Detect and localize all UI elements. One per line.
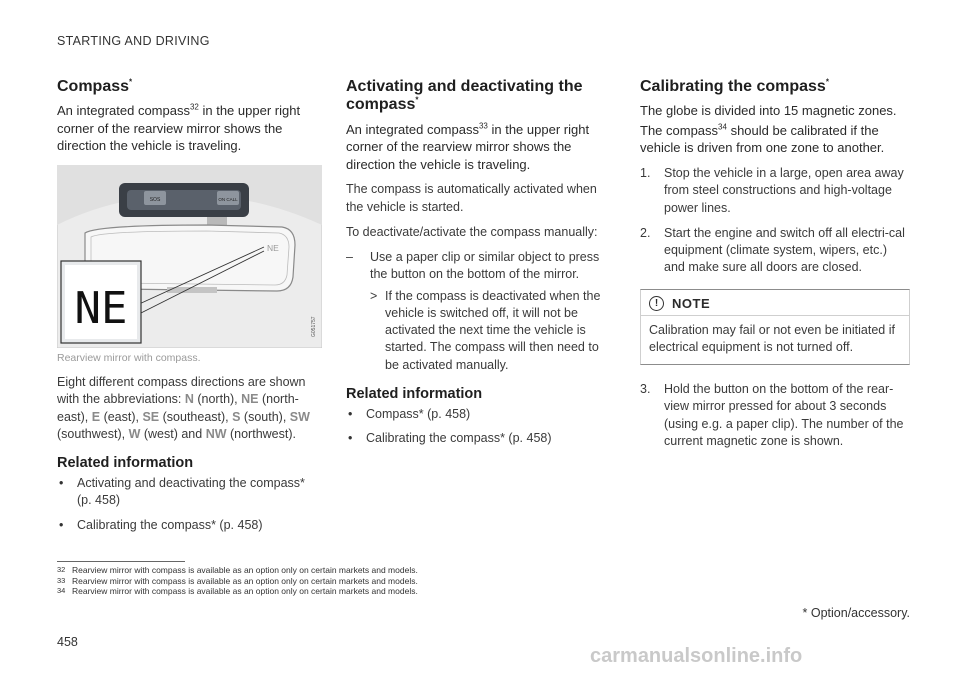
related-link[interactable]: • Activating and deactivating the compass* (p. 458) — [57, 475, 322, 510]
calibration-steps-continued — [640, 381, 910, 450]
note-header — [641, 290, 909, 316]
related-heading: Related information — [57, 455, 194, 472]
footnote: 33 Rearview mirror with compass is available as an option only on certain markets and models. — [57, 575, 418, 586]
calibration-steps — [640, 165, 910, 277]
footnote-divider — [57, 561, 185, 562]
column-calibrating — [640, 78, 910, 458]
related-link[interactable]: • Compass* (p. 458) — [346, 406, 611, 423]
lead-zones: The globe is divided into 15 magnetic zones. — [640, 103, 897, 119]
column-activating — [346, 78, 611, 454]
instruction-step: – Use a paper clip or similar object to press the button on the bottom of the mirror. > If the compass is deactivated when the vehicle is switched off, it will not be activated the next time the vehicle is started. The compass will then need to be activated manually. — [346, 249, 611, 374]
related-heading: Related information — [346, 385, 483, 402]
footnotes — [57, 565, 418, 597]
calibration-step: 3. Hold the button on the bottom of the rear-view mirror pressed for about 3 seconds (using e.g. a paper clip). The number of the current magnetic zone is shown. — [640, 382, 904, 448]
related-link[interactable]: • Calibrating the compass* (p. 458) — [346, 430, 611, 447]
heading-compass: Compass* — [57, 77, 133, 95]
heading-activating: Activating and deactivating the compass* — [346, 78, 583, 114]
footnote: 34 Rearview mirror with compass is available as an option only on certain markets and models. — [57, 586, 418, 597]
figure-code: G051757 — [311, 316, 317, 338]
mirror-figure — [57, 165, 322, 348]
manual-intro-text: To deactivate/activate the compass manually: — [346, 224, 598, 239]
note-title: NOTE — [672, 295, 711, 311]
note-box — [640, 289, 910, 366]
footnote-ref[interactable]: 34 — [718, 122, 727, 132]
oncall-button-label: ON CALL — [218, 197, 238, 203]
section-title: STARTING AND DRIVING — [57, 34, 210, 48]
related-link[interactable]: • Calibrating the compass* (p. 458) — [57, 517, 322, 534]
heading-calibrating: Calibrating the compass* — [640, 77, 829, 95]
dash-marker: – — [346, 250, 353, 265]
mirror-compass-readout: NE — [267, 243, 279, 254]
abbrev-paragraph: Eight different compass directions are shown with the abbreviations: N (north), NE (north-east), E (east), SE (southeast), S (south), SW (southwest), W (west) and NW (northwest). — [57, 375, 310, 441]
related-list — [57, 475, 322, 534]
info-icon: ! — [649, 296, 664, 311]
lead-compass: An integrated compass$^{32}$ in the upper right corner of the rearview mirror shows the direction the vehicle is traveling. — [57, 103, 301, 154]
note-body: Calibration may fail or not even be initiated if electrical equipment is not turned off. — [649, 322, 895, 354]
zoomed-compass-readout: NE — [74, 283, 128, 335]
related-list — [346, 406, 611, 448]
page-number: 458 — [57, 635, 78, 649]
instruction-list — [346, 249, 611, 374]
footnote-ref[interactable]: 33 — [478, 121, 488, 131]
calibration-step: 2. Start the engine and switch off all electri-cal equipment (climate system, wipers, etc.) and make sure all doors are closed. — [640, 225, 905, 275]
figure-caption: Rearview mirror with compass. — [57, 352, 201, 365]
result-marker: > — [370, 288, 378, 303]
rearview-mirror-illustration — [57, 165, 322, 348]
column-compass — [57, 78, 322, 541]
lead-activating: An integrated compass$^{33}$ in the upper right corner of the rearview mirror shows the direction the vehicle is traveling. — [346, 121, 590, 172]
watermark: carmanualsonline.info — [590, 645, 803, 667]
calibration-step: 1. Stop the vehicle in a large, open area away from steel constructions and high-voltage power lines. — [640, 166, 904, 215]
instruction-result: > If the compass is deactivated when the vehicle is switched off, it will not be activated the next time the vehicle is started. The compass will then need to be activated manually. — [370, 288, 601, 372]
auto-activation-text: The compass is automatically activated when the vehicle is started. — [346, 182, 597, 214]
option-accessory-note: * Option/accessory. — [802, 606, 910, 620]
footnote-ref[interactable]: 32 — [189, 103, 199, 113]
footnote: 32 Rearview mirror with compass is available as an option only on certain markets and models. — [57, 565, 418, 575]
sos-button-label: SOS — [149, 197, 161, 204]
lead-calibrate: The compass$^{34}$ should be calibrated if the vehicle is driven from one zone to another. — [640, 122, 885, 156]
